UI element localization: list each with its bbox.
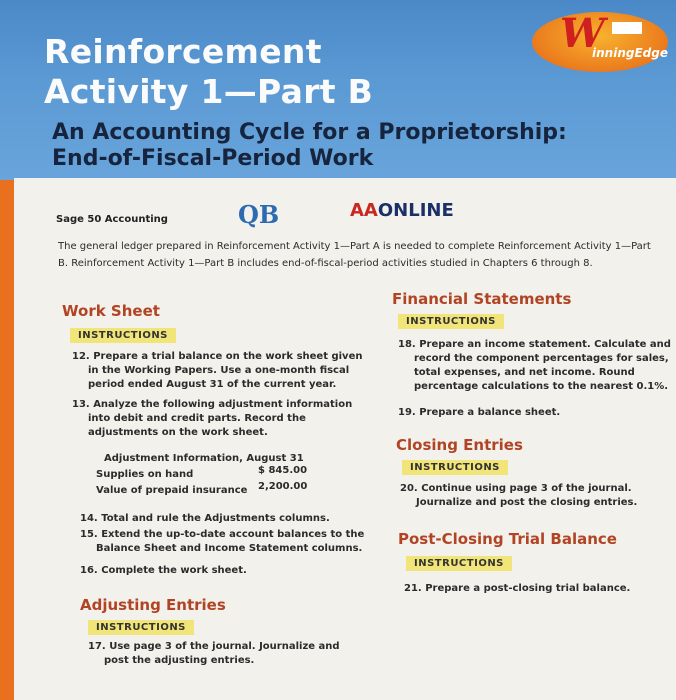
post-closing-instructions-label: INSTRUCTIONS [406, 556, 512, 571]
adjusting-entries-instructions-label: INSTRUCTIONS [88, 620, 194, 635]
adjustment-row-label: Supplies on hand [96, 469, 194, 480]
instruction-item-16: 16. Complete the work sheet. [80, 565, 247, 576]
instruction-item-18: 18. Prepare an income statement. Calculate and record the component percentages for sales, total expenses, and net income. Round percentage calculations to the nearest 0.1%. [398, 339, 671, 392]
winning-edge-wordmark: inningEdge [592, 46, 668, 60]
instruction-item-12: 12. Prepare a trial balance on the work sheet given in the Working Papers. Use a one-month fiscal period ended August 31 of the current year. [72, 351, 363, 390]
aa-mark: AA [350, 200, 378, 221]
winning-edge-w-mark: W [560, 10, 605, 57]
instruction-item-15: 15. Extend the up-to-date account balances to the Balance Sheet and Income Statement columns. [80, 529, 365, 554]
closing-entries-heading: Closing Entries [396, 436, 523, 454]
instruction-item-14: 14. Total and rule the Adjustments columns. [80, 513, 330, 524]
instruction-item-20: 20. Continue using page 3 of the journal. Journalize and post the closing entries. [400, 483, 638, 508]
page-title: Reinforcement Activity 1—Part B [44, 32, 374, 111]
post-closing-heading: Post-Closing Trial Balance [398, 530, 617, 548]
work-sheet-heading: Work Sheet [62, 302, 160, 320]
work-sheet-instructions-label: INSTRUCTIONS [70, 328, 176, 343]
instruction-item-19: 19. Prepare a balance sheet. [398, 407, 561, 418]
instruction-item-17: 17. Use page 3 of the journal. Journalize and post the adjusting entries. [88, 641, 340, 666]
instruction-item-21: 21. Prepare a post-closing trial balance. [404, 583, 631, 594]
orange-edge [0, 180, 14, 700]
financial-statements-heading: Financial Statements [392, 290, 572, 308]
financial-statements-instructions-label: INSTRUCTIONS [398, 314, 504, 329]
closing-entries-instructions-label: INSTRUCTIONS [402, 460, 508, 475]
adjustment-row-label: Value of prepaid insurance [96, 485, 248, 496]
aa-online-logo [350, 200, 454, 221]
adjustment-heading: Adjustment Information, August 31 [104, 453, 304, 464]
adjustment-row-value: 2,200.00 [258, 481, 308, 492]
logo-decoration [612, 22, 642, 34]
adjusting-entries-heading: Adjusting Entries [80, 596, 226, 614]
sage-label: Sage 50 Accounting [56, 214, 168, 225]
intro-paragraph: The general ledger prepared in Reinforcement Activity 1—Part A is needed to complete Reinforcement Activity 1—Part B. Reinforcement Activity 1—Part B includes end-of-fiscal-period activities studied in Chapters 6 through 8. [58, 241, 651, 269]
instruction-item-13: 13. Analyze the following adjustment information into debit and credit parts. Record the adjustments on the work sheet. [72, 399, 353, 438]
online-mark: ONLINE [377, 200, 454, 221]
quickbooks-logo: QB [238, 200, 280, 229]
page-subtitle: An Accounting Cycle for a Proprietorship: End-of-Fiscal-Period Work [52, 120, 567, 171]
adjustment-row-value: $ 845.00 [258, 465, 308, 476]
